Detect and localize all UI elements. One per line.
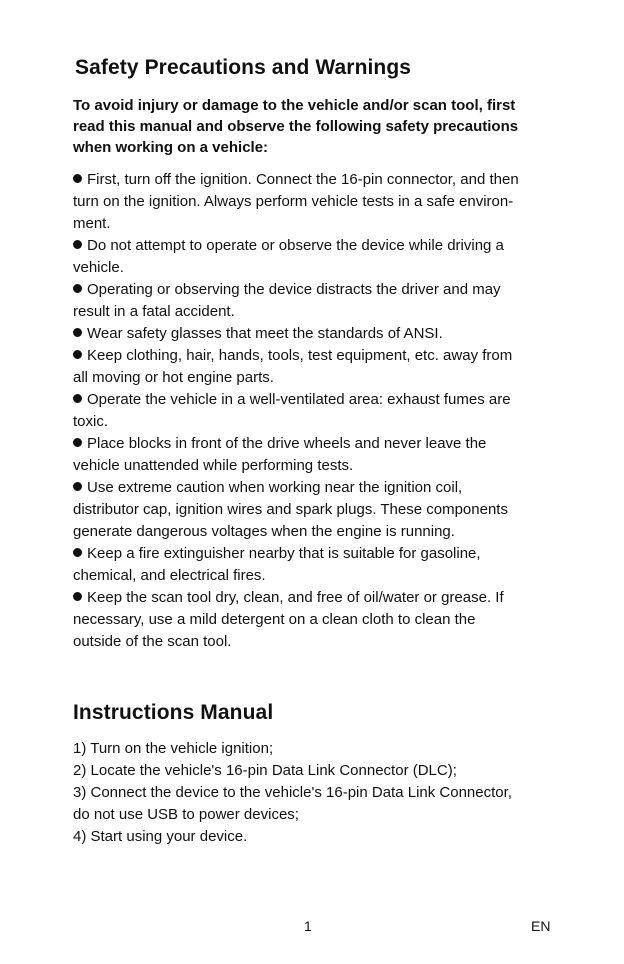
bullet-line xyxy=(73,279,563,301)
bullet-line xyxy=(73,609,563,631)
bullet-text: all moving or hot engine parts. xyxy=(73,369,274,386)
bullet-line xyxy=(73,257,563,279)
bullet-text: turn on the ignition. Always perform vehicle tests in a safe environ- xyxy=(73,193,514,210)
bullet-line xyxy=(73,323,563,345)
bullet-text: Use extreme caution when working near the ignition coil, xyxy=(87,479,463,496)
bullet-text: vehicle. xyxy=(73,259,124,276)
bullet-text: ment. xyxy=(73,215,111,232)
bullet-line xyxy=(73,587,563,609)
instructions-step-list xyxy=(73,738,563,848)
safety-bullet-item xyxy=(73,323,563,345)
bullet-dot-icon xyxy=(73,350,82,359)
bullet-line xyxy=(73,169,563,191)
bullet-dot-icon xyxy=(73,482,82,491)
safety-bullet-item xyxy=(73,587,563,653)
bullet-dot-icon xyxy=(73,174,82,183)
instruction-step xyxy=(73,760,563,782)
bullet-dot-icon xyxy=(73,328,82,337)
bullet-text: distributor cap, ignition wires and spark plugs. These components xyxy=(73,501,508,518)
instruction-step xyxy=(73,826,563,848)
bullet-text: Wear safety glasses that meet the standards of ANSI. xyxy=(87,325,443,342)
page-number: 1 xyxy=(304,918,312,934)
bullet-dot-icon xyxy=(73,394,82,403)
bullet-text: Keep the scan tool dry, clean, and free of oil/water or grease. If xyxy=(87,589,504,606)
bullet-line xyxy=(73,433,563,455)
bullet-dot-icon xyxy=(73,592,82,601)
safety-bullet-list xyxy=(73,169,563,653)
language-code: EN xyxy=(531,918,551,934)
bullet-text: necessary, use a mild detergent on a clean cloth to clean the xyxy=(73,611,476,628)
bullet-text: Operate the vehicle in a well-ventilated area: exhaust fumes are xyxy=(87,391,511,408)
bullet-line xyxy=(73,455,563,477)
bullet-line xyxy=(73,191,563,213)
bullet-text: Place blocks in front of the drive wheels and never leave the xyxy=(87,435,487,452)
bullet-line xyxy=(73,389,563,411)
bullet-text: First, turn off the ignition. Connect the 16-pin connector, and then xyxy=(87,171,519,188)
instruction-step xyxy=(73,782,563,826)
instruction-step xyxy=(73,738,563,760)
bullet-dot-icon xyxy=(73,438,82,447)
bullet-line xyxy=(73,565,563,587)
step-line: 2) Locate the vehicle's 16-pin Data Link Connector (DLC); xyxy=(73,762,457,779)
bullet-text: outside of the scan tool. xyxy=(73,633,232,650)
intro-line: read this manual and observe the following safety precautions xyxy=(73,118,519,135)
bullet-line xyxy=(73,301,563,323)
bullet-text: vehicle unattended while performing tests. xyxy=(73,457,354,474)
step-line: do not use USB to power devices; xyxy=(73,806,299,823)
bullet-text: result in a fatal accident. xyxy=(73,303,235,320)
intro-line: To avoid injury or damage to the vehicle and/or scan tool, first xyxy=(73,97,516,114)
bullet-line xyxy=(73,411,563,433)
bullet-text: Do not attempt to operate or observe the device while driving a xyxy=(87,237,504,254)
step-line: 4) Start using your device. xyxy=(73,828,248,845)
bullet-line xyxy=(73,499,563,521)
bullet-line xyxy=(73,213,563,235)
step-line: 1) Turn on the vehicle ignition; xyxy=(73,740,274,757)
bullet-text: Keep clothing, hair, hands, tools, test equipment, etc. away from xyxy=(87,347,513,364)
bullet-text: Keep a fire extinguisher nearby that is suitable for gasoline, xyxy=(87,545,481,562)
bullet-text: Operating or observing the device distracts the driver and may xyxy=(87,281,501,298)
safety-bullet-item xyxy=(73,433,563,477)
bullet-line xyxy=(73,477,563,499)
bullet-line xyxy=(73,367,563,389)
bullet-line xyxy=(73,631,563,653)
safety-bullet-item xyxy=(73,389,563,433)
safety-bullet-item xyxy=(73,169,563,235)
safety-bullet-item xyxy=(73,279,563,323)
safety-bullet-item xyxy=(73,345,563,389)
safety-bullet-item xyxy=(73,235,563,279)
safety-title: Safety Precautions and Warnings xyxy=(75,56,412,79)
safety-intro xyxy=(73,95,563,158)
bullet-text: generate dangerous voltages when the engine is running. xyxy=(73,523,455,540)
intro-line: when working on a vehicle: xyxy=(73,139,269,156)
safety-bullet-item xyxy=(73,543,563,587)
bullet-dot-icon xyxy=(73,240,82,249)
bullet-line xyxy=(73,543,563,565)
bullet-dot-icon xyxy=(73,548,82,557)
bullet-line xyxy=(73,345,563,367)
bullet-text: toxic. xyxy=(73,413,109,430)
safety-bullet-item xyxy=(73,477,563,543)
bullet-line xyxy=(73,521,563,543)
step-line: 3) Connect the device to the vehicle's 16-pin Data Link Connector, xyxy=(73,784,512,801)
bullet-text: chemical, and electrical fires. xyxy=(73,567,266,584)
bullet-dot-icon xyxy=(73,284,82,293)
instructions-title: Instructions Manual xyxy=(73,701,274,724)
bullet-line xyxy=(73,235,563,257)
